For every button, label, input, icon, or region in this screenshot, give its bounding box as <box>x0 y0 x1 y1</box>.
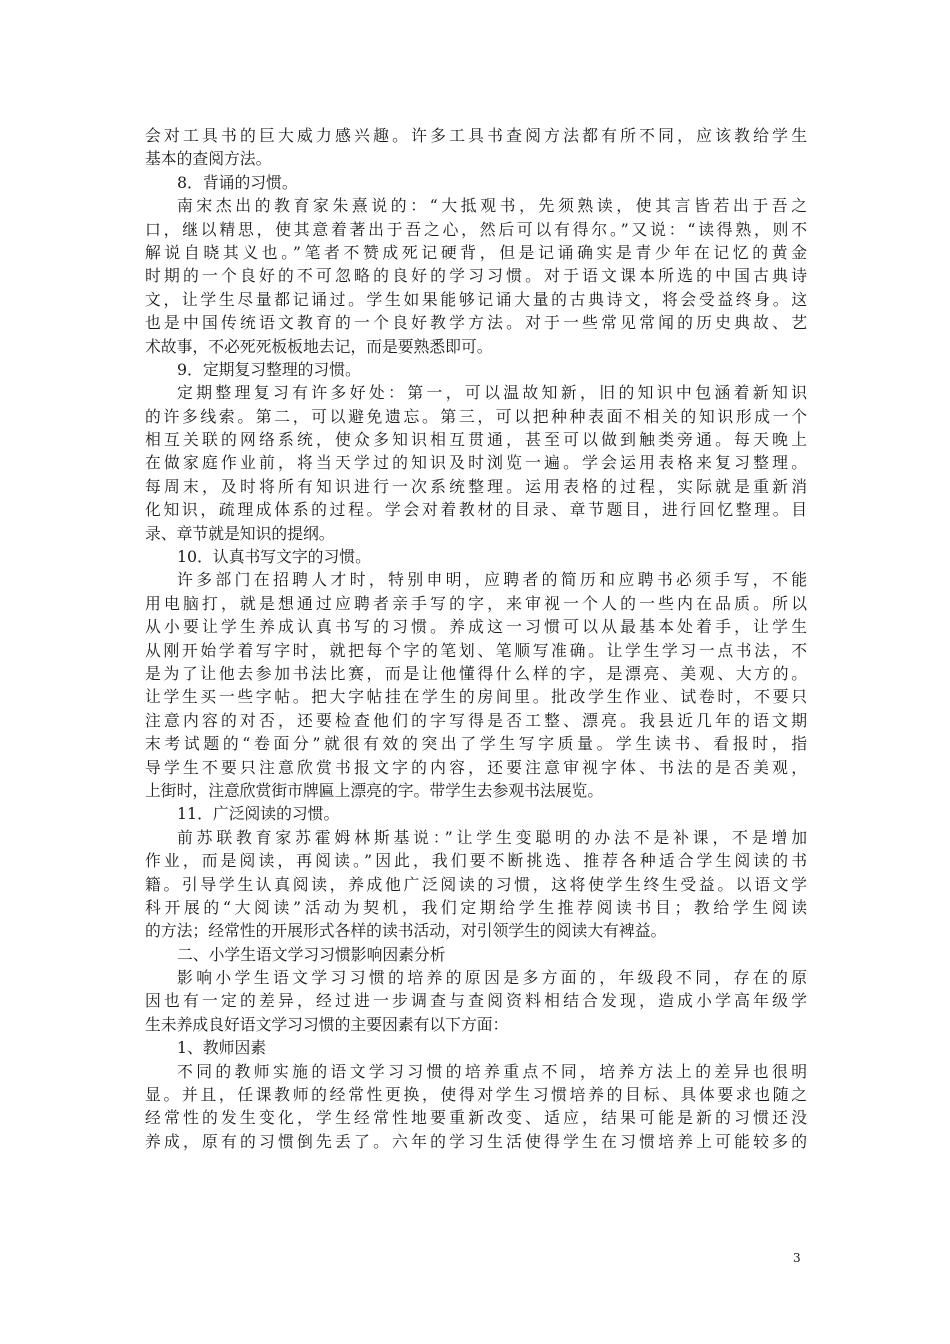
text-line: 因也有一定的差异，经过进一步调查与查阅资料相结合发现，造成小学高年级学 <box>145 991 807 1011</box>
text-line: 经常性的发生变化，学生经常性地要重新改变、适应，结果可能是新的习惯还没 <box>145 1108 807 1128</box>
text-line: 上街时，注意欣赏街市牌匾上漂亮的字。带学生去参观书法展览。 <box>145 780 604 800</box>
text-line: 用电脑打，就是想通过应聘者亲手写的字，来审视一个人的一些内在品质。所以 <box>145 593 807 613</box>
text-line: 化知识，疏理成体系的过程。学会对着教材的目录、章节题目，进行回忆整理。目 <box>145 500 807 520</box>
text-line: 前苏联教育家苏霍姆林斯基说：”让学生变聪明的办法不是补课，不是增加 <box>177 827 807 847</box>
text-line: 8．背诵的习惯。 <box>177 172 298 192</box>
text-line: 注意内容的对否，还要检查他们的字写得是否工整、漂亮。我县近几年的语文期 <box>145 710 807 730</box>
text-line: 定期整理复习有许多好处：第一，可以温故知新，旧的知识中包涵着新知识 <box>177 383 807 403</box>
text-line: 基本的查阅方法。 <box>145 149 272 169</box>
text-line: 10．认真书写文字的习惯。 <box>177 547 371 567</box>
text-line: 不同的教师实施的语文学习习惯的培养重点不同，培养方法上的差异也很明 <box>177 1061 807 1081</box>
text-line: 11．广泛阅读的习惯。 <box>177 804 340 824</box>
text-line: 南宋杰出的教育家朱熹说的：“大抵观书，先须熟读，使其言皆若出于吾之 <box>177 196 807 216</box>
text-line: 在做家庭作业前，将当天学过的知识及时浏览一遍。学会运用表格来复习整理。 <box>145 453 807 473</box>
text-line: 末考试题的“卷面分”就很有效的突出了学生写字质量。学生读书、看报时，指 <box>145 734 807 754</box>
page-number: 3 <box>793 1251 801 1265</box>
text-line: 显。并且，任课教师的经常性更换，使得对学生习惯培养的目标、具体要求也随之 <box>145 1085 807 1105</box>
text-line: 是为了让他去参加书法比赛，而是让他懂得什么样的字，是漂亮、美观、大方的。 <box>145 663 807 683</box>
text-line: 的方法；经常性的开展形式各样的读书活动，对引领学生的阅读大有裨益。 <box>145 921 667 941</box>
text-line: 口，继以精思，使其意着著出于吾之心，然后可以有得尔。”又说：“读得熟，则不 <box>145 219 807 239</box>
text-line: 每周末，及时将所有知识进行一次系统整理。运用表格的过程，实际就是重新消 <box>145 476 807 496</box>
text-line: 科开展的“大阅读”活动为契机，我们定期给学生推荐阅读书目；教给学生阅读 <box>145 897 807 917</box>
text-line: 让学生买一些字帖。把大字帖挂在学生的房间里。批改学生作业、试卷时，不要只 <box>145 687 807 707</box>
text-line: 导学生不要只注意欣赏书报文字的内容，还要注意审视字体、书法的是否美观， <box>145 757 807 777</box>
text-line: 相互关联的网络系统，使众多知识相互贯通，甚至可以做到触类旁通。每天晚上 <box>145 430 807 450</box>
text-line: 影响小学生语文学习习惯的培养的原因是多方面的，年级段不同，存在的原 <box>177 968 807 988</box>
text-line: 录、章节就是知识的提纲。 <box>145 523 335 543</box>
text-line: 会对工具书的巨大威力感兴趣。许多工具书查阅方法都有所不同，应该教给学生 <box>145 126 807 145</box>
text-line: 从小要让学生养成认真书写的习惯。养成这一习惯可以从最基本处着手，让学生 <box>145 617 807 637</box>
text-line: 文，让学生尽量都记诵过。学生如果能够记诵大量的古典诗文，将会受益终身。这 <box>145 289 807 309</box>
text-line: 养成，原有的习惯倒先丢了。六年的学习生活使得学生在习惯培养上可能较多的 <box>145 1131 807 1151</box>
text-line: 许多部门在招聘人才时，特别申明，应聘者的简历和应聘书必须手写，不能 <box>177 570 807 590</box>
text-line: 作业，而是阅读，再阅读。”因此，我们要不断挑选、推荐各种适合学生阅读的书 <box>145 851 807 871</box>
text-line: 解说自晓其义也。”笔者不赞成死记硬背，但是记诵确实是青少年在记忆的黄金 <box>145 242 807 262</box>
text-line: 时期的一个良好的不可忽略的良好的学习习惯。对于语文课本所选的中国古典诗 <box>145 266 807 286</box>
text-line: 术故事，不必死死板板地去记，而是要熟悉即可。 <box>145 336 493 356</box>
text-line: 1、教师因素 <box>177 1038 267 1058</box>
text-line: 二、小学生语文学习习惯影响因素分析 <box>177 944 446 964</box>
document-body <box>145 124 807 1153</box>
text-line: 籍。引导学生认真阅读，养成他广泛阅读的习惯，这将使学生终生受益。以语文学 <box>145 874 807 894</box>
text-line: 的许多线索。第二，可以避免遗忘。第三，可以把种种表面不相关的知识形成一个 <box>145 406 807 426</box>
text-line: 也是中国传统语文教育的一个良好教学方法。对于一些常见常闻的历史典故、艺 <box>145 313 807 333</box>
text-line: 从刚开始学着写字时，就把每个字的笔划、笔顺写准确。让学生学习一点书法，不 <box>145 640 807 660</box>
text-line: 生未养成良好语文学习习惯的主要因素有以下方面： <box>145 1014 509 1034</box>
text-line: 9．定期复习整理的习惯。 <box>177 359 361 379</box>
